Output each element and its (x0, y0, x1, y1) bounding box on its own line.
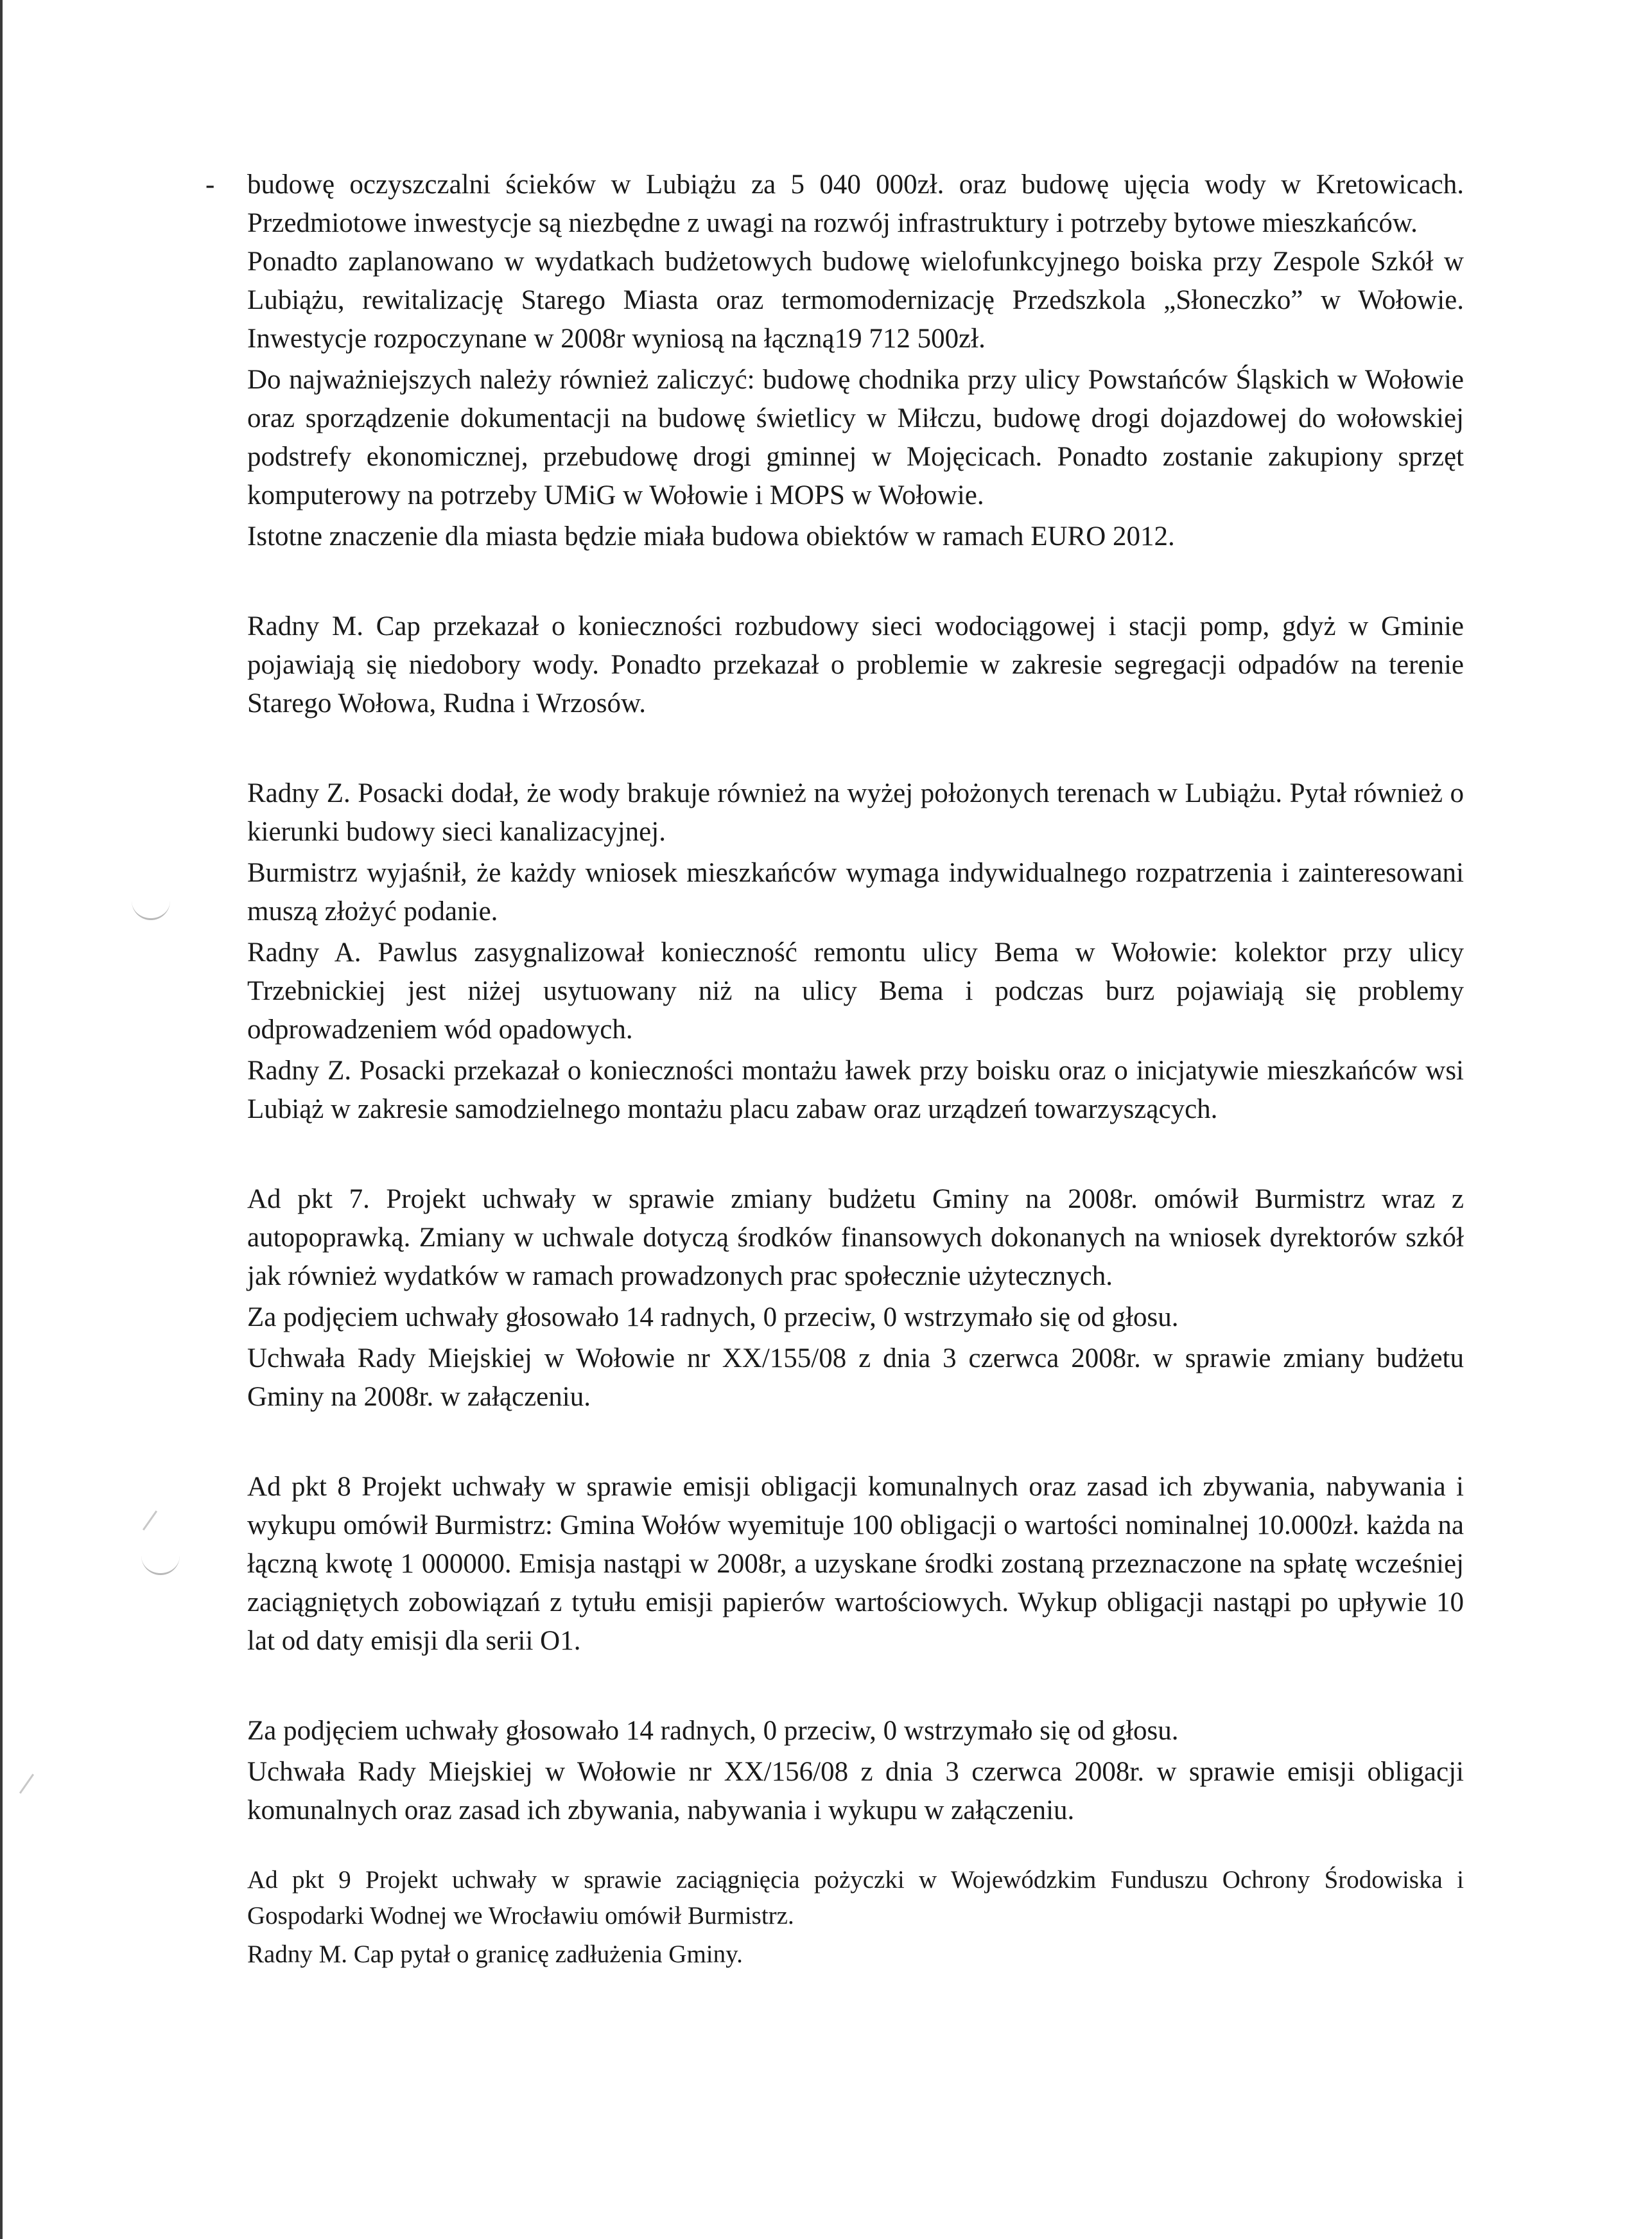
paragraph-radny-posacki-benches: Radny Z. Posacki przekazał o konieczności montażu ławek przy boisku oraz o inicjatywie mieszkańców wsi Lubiąż w zakresie samodzielnego montażu placu zabaw oraz urządzeń towarzyszących. (247, 1056, 1464, 1124)
scan-mark (19, 1773, 34, 1793)
paragraph-burmistrz-reply: Burmistrz wyjaśnił, że każdy wniosek mieszkańców wymaga indywidualnego rozpatrzenia i zainteresowani muszą złożyć podanie. (247, 858, 1464, 927)
paragraph-vote-8: Za podjęciem uchwały głosowało 14 radnych, 0 przeciw, 0 wstrzymało się od głosu. (247, 1716, 1179, 1746)
punch-hole-mark (132, 899, 170, 920)
paragraph-radny-posacki-water: Radny Z. Posacki dodał, że wody brakuje również na wyżej położonych terenach w Lubiążu. Pytał również o kierunki budowy sieci kanalizacyjnej. (247, 778, 1464, 847)
paragraph-ad-pkt-9: Ad pkt 9 Projekt uchwały w sprawie zaciągnięcia pożyczki w Wojewódzkim Funduszu Ochrony Środowiska i Gospodarki Wodnej we Wrocławiu omówił Burmistrz. (247, 1866, 1464, 1930)
paragraph-investments: Ponadto zaplanowano w wydatkach budżetowych budowę wielofunkcyjnego boiska przy Zespole Szkół w Lubiążu, rewitalizację Starego Miasta oraz termomodernizację Przedszkola „Słoneczko” w Wołowie. Inwestycje rozpoczynane w 2008r wyniosą na łączną19 712 500zł. (247, 247, 1464, 354)
bullet-marker: - (205, 170, 215, 200)
paragraph-ad-pkt-8: Ad pkt 8 Projekt uchwały w sprawie emisji obligacji komunalnych oraz zasad ich zbywania, nabywania i wykupu omówił Burmistrz: Gmina Wołów wyemituje 100 obligacji o wartości nominalnej 10.000zł. każda na łączną kwotę 1 000000. Emisja nastąpi w 2008r, a uzyskane środki zostaną przeznaczone na spłatę wcześniej zaciągniętych zobowiązań z tytułu emisji papierów wartościowych. Wykup obligacji nastąpi po upływie 10 lat od daty emisji dla serii O1. (247, 1472, 1464, 1656)
paragraph-radny-cap-debt: Radny M. Cap pytał o granicę zadłużenia Gminy. (247, 1940, 743, 1968)
scan-left-edge (0, 0, 3, 2239)
bullet-text: budowę oczyszczalni ścieków w Lubiążu za 5 040 000zł. oraz budowę ujęcia wody w Kretowicach. Przedmiotowe inwestycje są niezbędne z uwagi na rozwój infrastruktury i potrzeby bytowe mieszkańców. (247, 170, 1464, 238)
paragraph-resolution-155: Uchwała Rady Miejskiej w Wołowie nr XX/155/08 z dnia 3 czerwca 2008r. w sprawie zmiany budżetu Gminy na 2008r. w załączeniu. (247, 1343, 1464, 1412)
punch-hole-mark (141, 1554, 180, 1575)
paragraph-radny-pawlus: Radny A. Pawlus zasygnalizował konieczność remontu ulicy Bema w Wołowie: kolektor przy ulicy Trzebnickiej jest niżej usytuowany niż na ulicy Bema i podczas burz pojawiają się problemy odprowadzeniem wód opadowych. (247, 937, 1464, 1045)
bullet-item (205, 166, 1464, 243)
document-page (205, 166, 1464, 1973)
paragraph-euro-2012: Istotne znaczenie dla miasta będzie miała budowa obiektów w ramach EURO 2012. (247, 521, 1175, 552)
paragraph-vote-7: Za podjęciem uchwały głosowało 14 radnych, 0 przeciw, 0 wstrzymało się od głosu. (247, 1302, 1179, 1332)
scan-mark (143, 1510, 157, 1530)
paragraph-priorities: Do najważniejszych należy również zaliczyć: budowę chodnika przy ulicy Powstańców Śląskich w Wołowie oraz sporządzenie dokumentacji na budowę świetlicy w Miłczu, budowę drogi dojazdowej do wołowskiej podstrefy ekonomicznej, przebudowę drogi gminnej w Mojęcicach. Ponadto zostanie zakupiony sprzęt komputerowy na potrzeby UMiG w Wołowie i MOPS w Wołowie. (247, 365, 1464, 510)
paragraph-resolution-156: Uchwała Rady Miejskiej w Wołowie nr XX/156/08 z dnia 3 czerwca 2008r. w sprawie emisji obligacji komunalnych oraz zasad ich zbywania, nabywania i wykupu w załączeniu. (247, 1757, 1464, 1825)
paragraph-ad-pkt-7: Ad pkt 7. Projekt uchwały w sprawie zmiany budżetu Gminy na 2008r. omówił Burmistrz wraz z autopoprawką. Zmiany w uchwale dotyczą środków finansowych dokonanych na wniosek dyrektorów szkół jak również wydatków w ramach prowadzonych prac społecznie użytecznych. (247, 1184, 1464, 1291)
paragraph-radny-cap: Radny M. Cap przekazał o konieczności rozbudowy sieci wodociągowej i stacji pomp, gdyż w Gminie pojawiają się niedobory wody. Ponadto przekazał o problemie w zakresie segregacji odpadów na terenie Starego Wołowa, Rudna i Wrzosów. (247, 611, 1464, 719)
